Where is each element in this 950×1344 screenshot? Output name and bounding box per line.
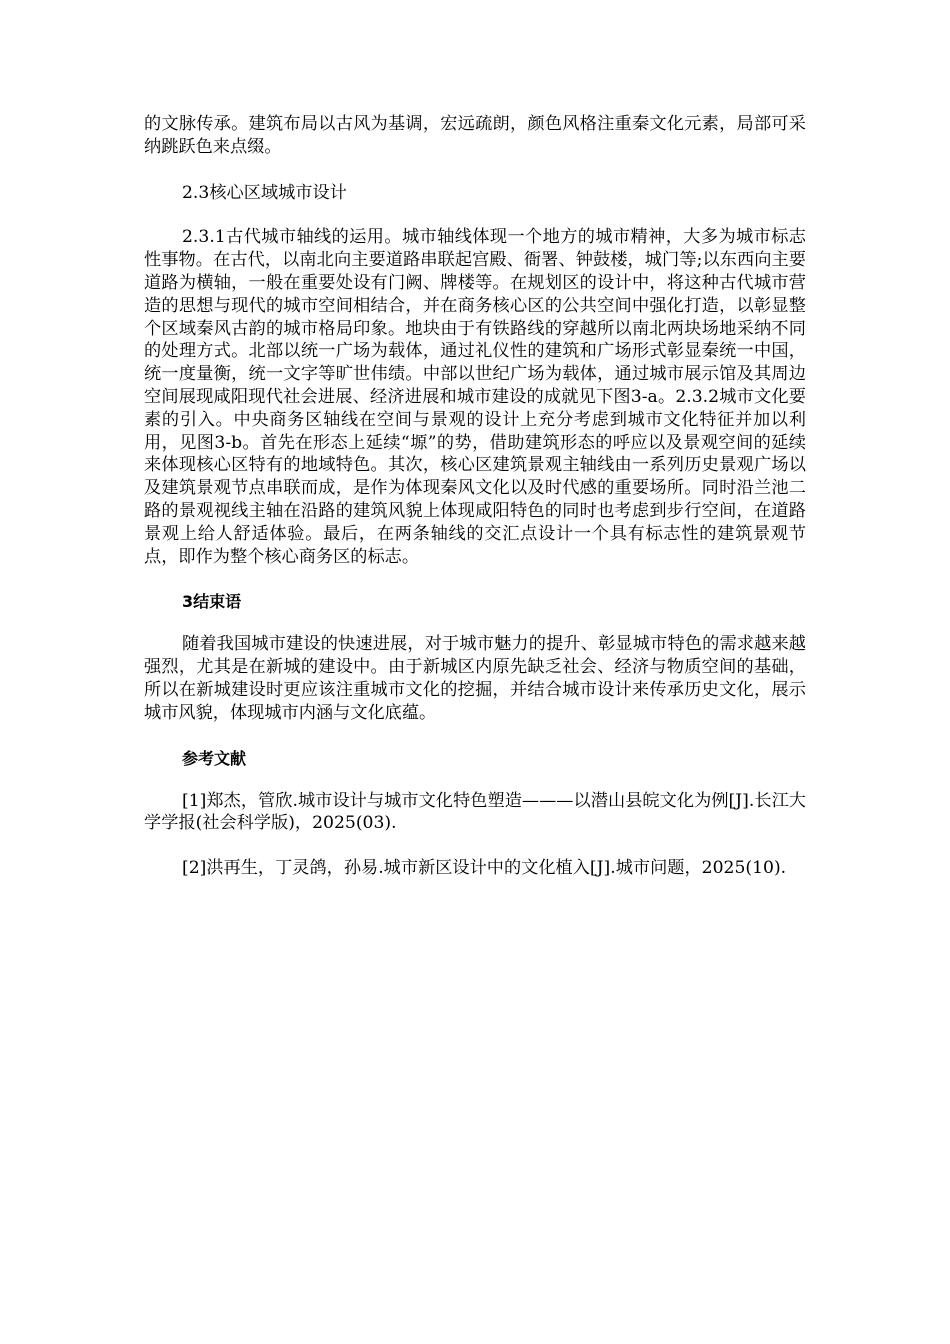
intro-tail-paragraph: 的文脉传承。建筑布局以古风为基调，宏远疏朗，颜色风格注重秦文化元素，局部可采纳跳跃色来点缀。 [144,114,806,157]
references-heading: 参考文献 [182,748,247,768]
conclusion-body-paragraph: 随着我国城市建设的快速进展，对于城市魅力的提升、彰显城市特色的需求越来越强烈，尤其是在新城的建设中。由于新城区内原先缺乏社会、经济与物质空间的基础，所以在新城建设时更应该注重城市文化的挖掘，并结合城市设计来传承历史文化，展示城市风貌，体现城市内涵与文化底蕴。 [144,634,806,723]
reference-item-1: [1]郑杰，管欣.城市设计与城市文化特色塑造———以潜山县皖文化为例[J].长江大学学报(社会科学版)，2025(03). [144,790,806,834]
section-2-3-body-paragraph: 2.3.1古代城市轴线的运用。城市轴线体现一个地方的城市精神，大多为城市标志性事物。在古代，以南北向主要道路串联起宫殿、衙署、钟鼓楼，城门等;以东西向主要道路为横轴，一般在重要处设有门阙、牌楼等。在规划区的设计中，将这种古代城市营造的思想与现代的城市空间相结合，并在商务核心区的公共空间中强化打造，以彰显整个区域秦风古韵的城市格局印象。地块由于有铁路线的穿越所以南北两块场地采纳不同的处理方式。北部以统一广场为载体，通过礼仪性的建筑和广场形式彰显秦统一中国，统一度量衡，统一文字等旷世伟绩。中部以世纪广场为载体，通过城市展示馆及其周边空间展现咸阳现代社会进展、经济进展和城市建设的成就见下图3-a。2.3.2城市文化要素的引入。中央商务区轴线在空间与景观的设计上充分考虑到城市文化特征并加以利用，见图3-b。首先在形态上延续“塬”的势，借助建筑形态的呼应以及景观空间的延续来体现核心区特有的地域特色。其次，核心区建筑景观主轴线由一系列历史景观广场以及建筑景观节点串联而成，是作为体现秦风文化以及时代感的重要场所。同时沿兰池二路的景观视线主轴在沿路的建筑风貌上体现咸阳特色的同时也考虑到步行空间，在道路景观上给人舒适体验。最后，在两条轴线的交汇点设计一个具有标志性的建筑景观节点，即作为整个核心商务区的标志。 [144,227,806,567]
section-2-3-heading: 2.3核心区域城市设计 [182,182,347,203]
conclusion-heading: 3结束语 [182,592,242,612]
reference-item-2: [2]洪再生，丁灵鸽，孙易.城市新区设计中的文化植入[J].城市问题，2025(10). [182,858,787,879]
document-page [144,113,806,880]
